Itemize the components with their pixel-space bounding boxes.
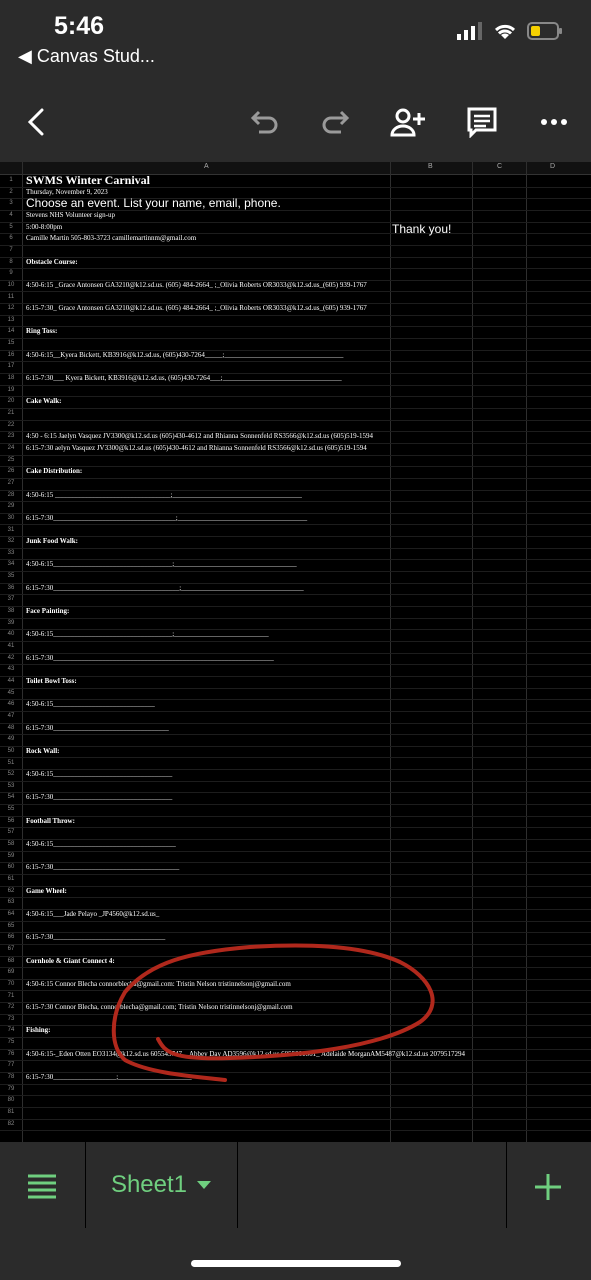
row-number[interactable]: 65: [7, 922, 15, 929]
row-number[interactable]: 73: [7, 1015, 15, 1022]
row-number[interactable]: 11: [7, 293, 15, 300]
row-number[interactable]: 46: [7, 701, 15, 708]
cell-a[interactable]: 6:15-7:30_ Grace Antonsen GA3210@k12.sd.us. (605) 484-2664_ ;_Olivia Roberts OR3033@k12.sd.us_(605) 939-1767: [26, 304, 367, 313]
row-number[interactable]: 77: [7, 1062, 15, 1069]
row-number[interactable]: 15: [7, 340, 15, 347]
row-number[interactable]: 7: [9, 246, 13, 253]
more-icon: [540, 118, 568, 126]
row-number[interactable]: 12: [7, 305, 15, 312]
row-number[interactable]: 33: [7, 549, 15, 556]
row-number[interactable]: 8: [9, 258, 13, 265]
row-number[interactable]: 55: [7, 806, 15, 813]
signal-icon: [457, 22, 483, 40]
row-number[interactable]: 50: [7, 747, 15, 754]
cell-a[interactable]: 6:15-7:30__________________;_____________________: [26, 1073, 192, 1082]
thank-you-cell[interactable]: Thank you!: [392, 222, 452, 236]
back-triangle-icon: ◀: [18, 46, 32, 66]
tab-separator: [237, 1142, 238, 1228]
row-number[interactable]: 49: [7, 736, 15, 743]
undo-button[interactable]: [242, 100, 286, 144]
undo-icon: [249, 109, 279, 135]
row-number[interactable]: 40: [7, 631, 15, 638]
cell-a[interactable]: Rock Wall:: [26, 746, 60, 755]
column-header-a[interactable]: A: [204, 163, 209, 170]
row-number[interactable]: 3: [9, 200, 13, 207]
share-button[interactable]: [386, 100, 430, 144]
back-app-label: Canvas Stud...: [36, 46, 155, 66]
row-number[interactable]: 6: [9, 235, 13, 242]
row-number[interactable]: 66: [7, 934, 15, 941]
cell-a[interactable]: Face Painting:: [26, 607, 70, 616]
cell-a[interactable]: 4:50 - 6:15 Jaelyn Vasquez JV3300@k12.sd.us (605)430-4612 and Rhianna Sonnenfeld RS3566@k12.sd.us (605)519-1594: [26, 432, 373, 441]
tab-separator: [506, 1142, 507, 1228]
list-menu-icon: [26, 1172, 58, 1200]
home-indicator: [191, 1260, 401, 1267]
row-number[interactable]: 67: [7, 945, 15, 952]
row-number[interactable]: 60: [7, 864, 15, 871]
row-number[interactable]: 53: [7, 782, 15, 789]
row-number[interactable]: 44: [7, 677, 15, 684]
row-number[interactable]: 5: [9, 223, 13, 230]
cell-a[interactable]: 6:15-7:30 aelyn Vasquez JV3300@k12.sd.us (605)430-4612 and Rhianna Sonnenfeld RS3566@k12.sd.us (605)519-1594: [26, 443, 367, 452]
cell-a[interactable]: 4:50-6:15___Jade Pelayo _JP4560@k12.sd.us_: [26, 909, 160, 918]
row-number[interactable]: 41: [7, 643, 15, 649]
row-number[interactable]: 76: [7, 1050, 15, 1057]
add-sheet-button[interactable]: [528, 1170, 568, 1204]
row-number[interactable]: 48: [7, 724, 15, 731]
row-number[interactable]: 22: [7, 421, 15, 428]
status-time: 5:46: [54, 12, 105, 40]
row-number[interactable]: 26: [7, 468, 15, 475]
redo-button[interactable]: [314, 100, 358, 144]
cell-a[interactable]: Stevens NHS Volunteer sign-up: [26, 210, 115, 219]
row-number[interactable]: 43: [7, 666, 15, 673]
column-header-c[interactable]: C: [497, 163, 503, 170]
row-number[interactable]: 30: [7, 514, 15, 521]
row-number[interactable]: 1: [9, 177, 13, 183]
row-number[interactable]: 28: [7, 491, 15, 498]
row-number[interactable]: 38: [7, 608, 15, 615]
cell-a[interactable]: 6:15-7:30_________________________________: [26, 723, 169, 732]
row-number[interactable]: 62: [7, 887, 15, 894]
cell-a[interactable]: Fishing:: [26, 1026, 51, 1035]
row-number[interactable]: 42: [7, 654, 15, 661]
cell-a[interactable]: Obstacle Course:: [26, 257, 78, 266]
row-number[interactable]: 25: [7, 456, 15, 463]
row-number[interactable]: 70: [7, 980, 15, 987]
cell-a[interactable]: 6:15-7:30___________________________________;_____________________________________: [26, 513, 308, 522]
row-number[interactable]: 14: [7, 328, 15, 335]
row-number[interactable]: 64: [7, 910, 15, 917]
wifi-icon: [493, 22, 517, 40]
redo-icon: [321, 109, 351, 135]
row-number[interactable]: 23: [7, 433, 15, 440]
column-header-d[interactable]: D: [550, 163, 556, 170]
row-number[interactable]: 9: [9, 270, 13, 277]
plus-icon: [528, 1170, 568, 1204]
row-number[interactable]: 35: [7, 573, 15, 580]
cell-a[interactable]: Thursday, November 9, 2023: [26, 187, 108, 196]
row-number[interactable]: 75: [7, 1039, 15, 1046]
row-number[interactable]: 31: [7, 526, 15, 533]
cell-a[interactable]: 6:15-7:30____________________________________: [26, 863, 180, 872]
sheet-tab-label: Sheet1: [110, 1171, 188, 1198]
cell-a[interactable]: Cake Distribution:: [26, 467, 83, 476]
cell-a[interactable]: Ring Toss:: [26, 327, 58, 336]
cell-a[interactable]: Game Wheel:: [26, 886, 67, 895]
row-number[interactable]: 71: [7, 992, 15, 999]
row-number[interactable]: 51: [7, 759, 15, 766]
cell-a[interactable]: 6:15-7:30____________________________________;___________________________________: [26, 583, 304, 592]
row-number[interactable]: 10: [7, 281, 15, 288]
cell-a[interactable]: Camille Martin 505-803-3723 camillemartinnm@gmail.com: [26, 234, 197, 243]
row-number[interactable]: 69: [7, 969, 15, 976]
all-sheets-button[interactable]: [26, 1172, 58, 1200]
battery-icon: [527, 22, 563, 40]
cell-a[interactable]: 4:50-6:15__Kyera Bickett, KB3916@k12.sd.us, (605)430-7264_____;__________________________________: [26, 350, 344, 359]
row-number[interactable]: 47: [7, 712, 15, 719]
row-number[interactable]: 34: [7, 561, 15, 568]
back-icon: [26, 107, 46, 137]
cell-a[interactable]: 4:50-6:15___________________________________: [26, 840, 176, 849]
row-number[interactable]: 16: [7, 351, 15, 358]
cell-a[interactable]: 6:15-7:30___ Kyera Bickett, KB3916@k12.sd.us, (605)430-7264___;__________________________________: [26, 374, 342, 383]
row-number[interactable]: 78: [7, 1074, 15, 1081]
row-number[interactable]: 52: [7, 771, 15, 778]
row-number[interactable]: 74: [7, 1027, 15, 1034]
row-number[interactable]: 57: [7, 829, 15, 836]
back-to-app-link[interactable]: [18, 46, 155, 67]
row-number[interactable]: 17: [7, 363, 15, 370]
row-number[interactable]: 45: [7, 689, 15, 696]
red-annotation-scribble: [0, 162, 591, 1142]
row-number[interactable]: 63: [7, 899, 15, 906]
row-number[interactable]: 4: [9, 211, 13, 218]
row-number[interactable]: 56: [7, 817, 15, 824]
status-bar: [0, 0, 591, 80]
row-number[interactable]: 21: [7, 410, 15, 416]
row-number[interactable]: 61: [7, 876, 15, 882]
cell-a[interactable]: Toilet Bowl Toss:: [26, 676, 77, 685]
column-header-b[interactable]: B: [428, 163, 433, 170]
row-number[interactable]: 59: [7, 852, 15, 859]
status-icons: [457, 22, 563, 40]
row-number[interactable]: 54: [7, 794, 15, 801]
spreadsheet-grid[interactable]: [0, 162, 591, 1142]
row-number[interactable]: 37: [7, 596, 15, 603]
row-number[interactable]: 58: [7, 841, 15, 848]
cell-a[interactable]: 4:50-6:15__________________________________: [26, 770, 173, 779]
cell-a[interactable]: 4:50-6:15_____________________________: [26, 700, 155, 709]
row-number[interactable]: 20: [7, 398, 15, 405]
add-person-icon: [390, 107, 426, 137]
cell-a[interactable]: 4:50-6:15__________________________________;___________________________________: [26, 560, 297, 569]
row-number[interactable]: 27: [7, 479, 15, 486]
cell-a[interactable]: 6:15-7:30 Connor Blecha, connorblecha@gmail.com; Tristin Nelson tristinnelsonj@gmail.com: [26, 1003, 293, 1012]
cell-a[interactable]: Football Throw:: [26, 816, 75, 825]
row-number[interactable]: 79: [7, 1085, 15, 1092]
cell-a[interactable]: 6:15-7:30__________________________________: [26, 793, 173, 802]
cell-a[interactable]: 4:50-6:15__________________________________;___________________________: [26, 630, 269, 639]
row-number[interactable]: 68: [7, 957, 15, 964]
cell-a[interactable]: SWMS Winter Carnival: [26, 173, 151, 187]
cell-a[interactable]: Choose an event. List your name, email, phone.: [26, 196, 281, 211]
tab-sheet1[interactable]: [86, 1142, 236, 1228]
cell-a[interactable]: 4:50-6:15 _Grace Antonsen GA3210@k12.sd.us. (605) 484-2664_ ;_Olivia Roberts OR3033@k12.sd.us_(605) 939-1767: [26, 280, 367, 289]
row-number[interactable]: 32: [7, 538, 15, 545]
row-number[interactable]: 19: [7, 386, 15, 393]
cell-a[interactable]: Junk Food Walk:: [26, 537, 79, 546]
more-options-button[interactable]: [532, 100, 576, 144]
row-number[interactable]: 72: [7, 1004, 15, 1011]
row-number[interactable]: 18: [7, 375, 15, 382]
sheets-toolbar: [0, 80, 591, 162]
cell-a[interactable]: 6:15-7:30_______________________________________________________________: [26, 653, 274, 662]
row-number[interactable]: 24: [7, 444, 15, 451]
cell-a[interactable]: 4:50-6:15-_Eden Otten EO3134@k12.sd.us 605545747__Abbey Day AD3596@k12.sd.us 6055801561_ Adelaide MorganAM5487@k12.sd.us 2079517294: [26, 1049, 465, 1058]
cell-a[interactable]: Cornhole & Giant Connect 4:: [26, 956, 115, 965]
row-number[interactable]: 2: [9, 188, 13, 195]
cell-a[interactable]: 4:50-6:15 Connor Blecha connorblecha@gmail.com: Tristin Nelson tristinnelsonj@gmail.com: [26, 979, 291, 988]
cell-a[interactable]: 5:00-8:00pm: [26, 222, 63, 231]
row-number[interactable]: 80: [7, 1097, 15, 1104]
cell-a[interactable]: Cake Walk:: [26, 397, 62, 406]
row-number[interactable]: 36: [7, 584, 15, 591]
row-number[interactable]: 13: [7, 316, 15, 323]
comment-icon: [466, 106, 498, 138]
row-number[interactable]: 82: [7, 1120, 15, 1127]
cell-a[interactable]: 4:50-6:15 _________________________________;_____________________________________: [26, 490, 302, 499]
row-number[interactable]: 29: [7, 503, 15, 510]
row-number[interactable]: 81: [7, 1109, 15, 1115]
chevron-down-icon: [197, 1180, 211, 1190]
comments-button[interactable]: [460, 100, 504, 144]
row-number[interactable]: 39: [7, 619, 15, 626]
back-button[interactable]: [14, 100, 58, 144]
cell-a[interactable]: 6:15-7:30________________________________: [26, 933, 166, 942]
